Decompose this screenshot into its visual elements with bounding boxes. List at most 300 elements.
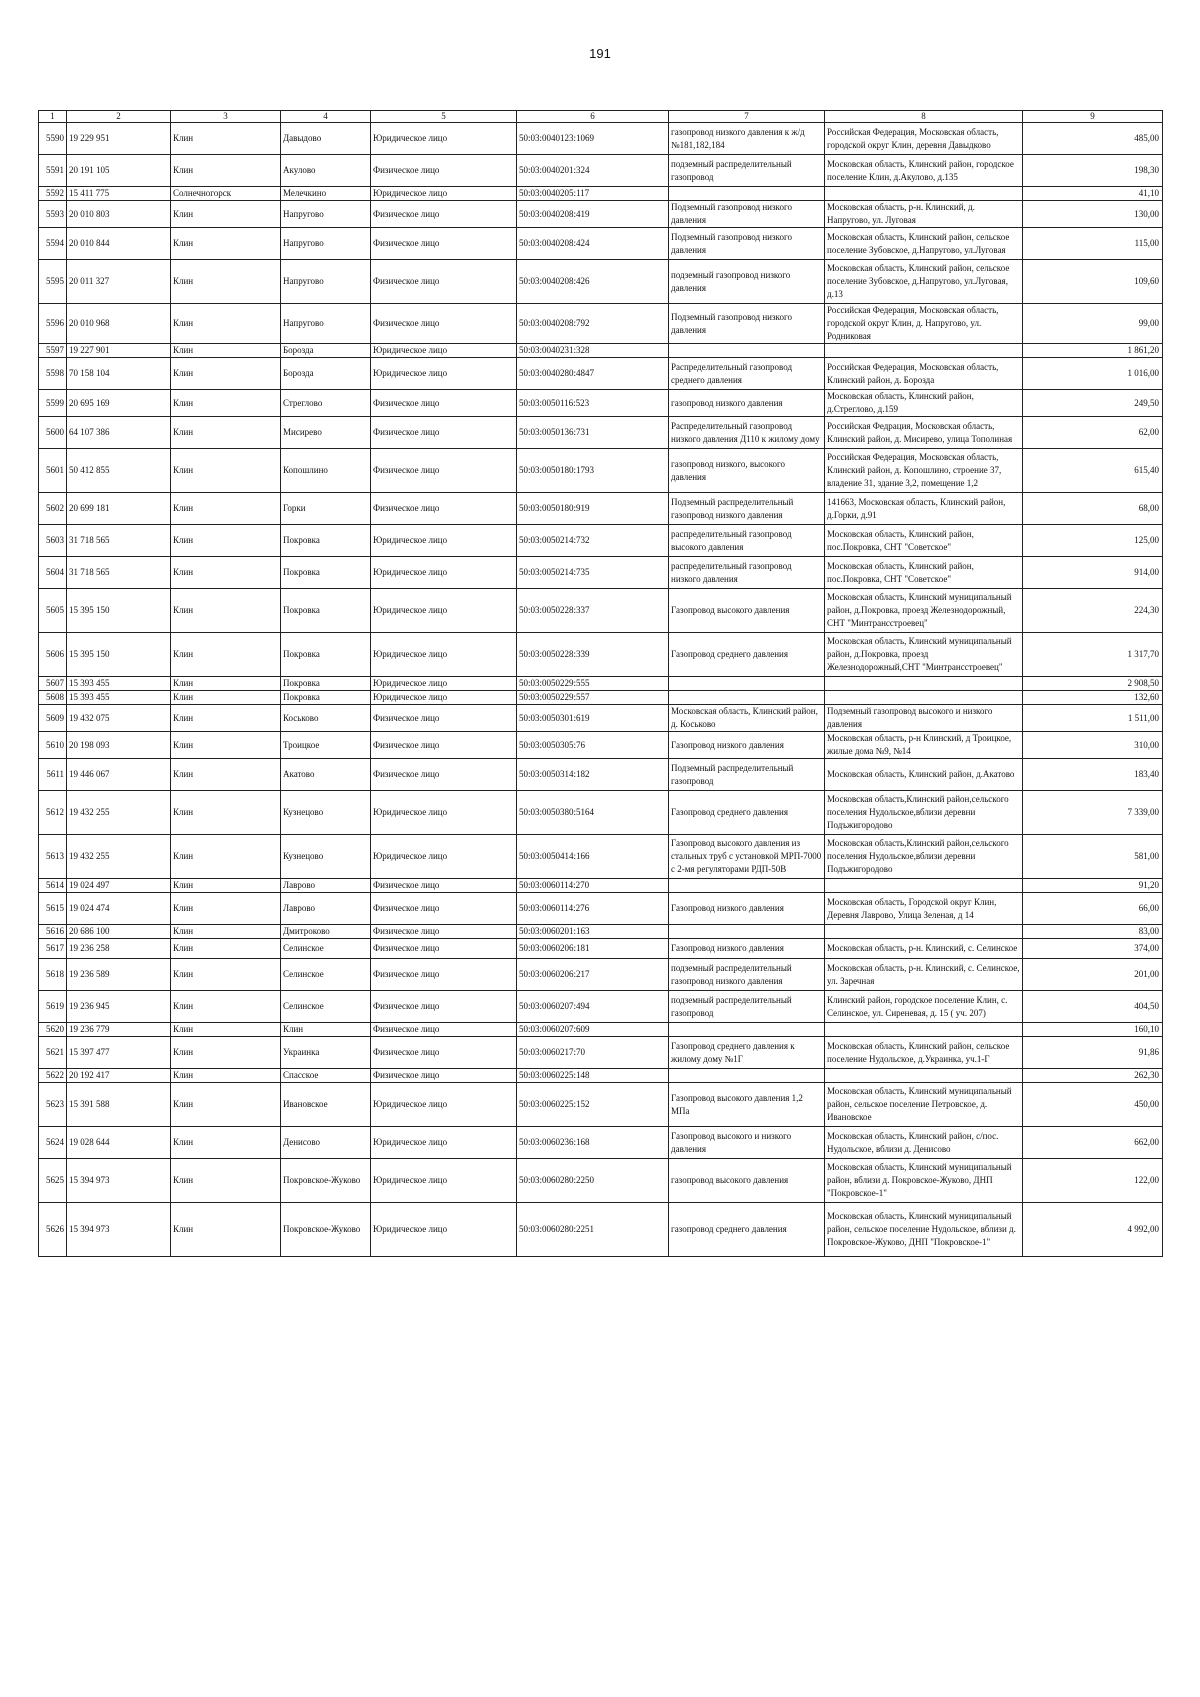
address-cell: Московская область, Клинский муниципальный район, д.Покровка, проезд Железнодорожный,СНТ "Минтрансстроевец": [825, 633, 1023, 677]
district-cell: Клин: [171, 991, 281, 1023]
row-number-cell: 5613: [39, 835, 67, 879]
address-cell: Московская область, Клинский муниципальный район, сельское поселение Петровское, д. Ивановское: [825, 1083, 1023, 1127]
owner-type-cell: Физическое лицо: [371, 390, 517, 417]
cadastral-number-cell: 50:03:0050180:919: [517, 493, 669, 525]
district-cell: Клин: [171, 633, 281, 677]
code-cell: 15 393 455: [67, 691, 171, 705]
value-cell: 91,20: [1023, 879, 1163, 893]
locality-cell: Ивановское: [281, 1083, 371, 1127]
owner-type-cell: Физическое лицо: [371, 991, 517, 1023]
table-row: [39, 991, 1163, 1023]
object-name-cell: газопровод низкого давления: [669, 390, 825, 417]
object-name-cell: распределительный газопровод высокого давления: [669, 525, 825, 557]
locality-cell: Лаврово: [281, 879, 371, 893]
value-cell: 914,00: [1023, 557, 1163, 589]
value-cell: 450,00: [1023, 1083, 1163, 1127]
district-cell: Клин: [171, 893, 281, 925]
table-row: [39, 260, 1163, 304]
code-cell: 19 432 255: [67, 835, 171, 879]
district-cell: Клин: [171, 155, 281, 187]
address-cell: Московская область, Клинский район, сельское поселение Зубовское, д.Напругово, ул.Луговая: [825, 228, 1023, 260]
object-name-cell: Газопровод низкого давления: [669, 893, 825, 925]
object-name-cell: Распределительный газопровод среднего давления: [669, 358, 825, 390]
address-cell: Московская область, Клинский район, пос.Покровка, СНТ "Советское": [825, 525, 1023, 557]
value-cell: 66,00: [1023, 893, 1163, 925]
cadastral-number-cell: 50:03:0040208:426: [517, 260, 669, 304]
value-cell: 130,00: [1023, 201, 1163, 228]
row-number-cell: 5616: [39, 925, 67, 939]
code-cell: 15 394 973: [67, 1159, 171, 1203]
owner-type-cell: Юридическое лицо: [371, 1203, 517, 1257]
row-number-cell: 5604: [39, 557, 67, 589]
address-cell: Московская область, р-н. Клинский, с. Селинское, ул. Заречная: [825, 959, 1023, 991]
address-cell: [825, 1069, 1023, 1083]
value-cell: 1 511,00: [1023, 705, 1163, 732]
table-row: [39, 344, 1163, 358]
value-cell: 581,00: [1023, 835, 1163, 879]
row-number-cell: 5605: [39, 589, 67, 633]
registry-table: [38, 110, 1163, 1257]
locality-cell: Покровка: [281, 633, 371, 677]
district-cell: Клин: [171, 759, 281, 791]
value-cell: 83,00: [1023, 925, 1163, 939]
owner-type-cell: Физическое лицо: [371, 1037, 517, 1069]
address-cell: [825, 925, 1023, 939]
district-cell: Клин: [171, 557, 281, 589]
object-name-cell: газопровод низкого, высокого давления: [669, 449, 825, 493]
district-cell: Клин: [171, 1037, 281, 1069]
header-row: [39, 111, 1163, 123]
district-cell: Клин: [171, 417, 281, 449]
code-cell: 19 024 474: [67, 893, 171, 925]
owner-type-cell: Юридическое лицо: [371, 358, 517, 390]
table-row: [39, 201, 1163, 228]
district-cell: Клин: [171, 201, 281, 228]
address-cell: Российская Федерация, Московская область, городской округ Клин, деревня Давыдково: [825, 123, 1023, 155]
value-cell: 201,00: [1023, 959, 1163, 991]
district-cell: Солнечногорск: [171, 187, 281, 201]
cadastral-number-cell: 50:03:0050214:732: [517, 525, 669, 557]
column-header: 7: [669, 111, 825, 123]
address-cell: Московская область, Клинский муниципальный район, сельское поселение Нудольское, вблизи д. Покровское-Жуково, ДНП "Покровское-1": [825, 1203, 1023, 1257]
locality-cell: Напругово: [281, 260, 371, 304]
district-cell: Клин: [171, 677, 281, 691]
table-row: [39, 1083, 1163, 1127]
locality-cell: Клин: [281, 1023, 371, 1037]
code-cell: 15 391 588: [67, 1083, 171, 1127]
owner-type-cell: Физическое лицо: [371, 493, 517, 525]
locality-cell: Борозда: [281, 358, 371, 390]
cadastral-number-cell: 50:03:0060114:270: [517, 879, 669, 893]
object-name-cell: Подземный газопровод низкого давления: [669, 228, 825, 260]
district-cell: Клин: [171, 304, 281, 344]
owner-type-cell: Юридическое лицо: [371, 633, 517, 677]
value-cell: 91,86: [1023, 1037, 1163, 1069]
value-cell: 224,30: [1023, 589, 1163, 633]
address-cell: [825, 691, 1023, 705]
owner-type-cell: Юридическое лицо: [371, 557, 517, 589]
cadastral-number-cell: 50:03:0050229:555: [517, 677, 669, 691]
object-name-cell: подземный распределительный газопровод: [669, 155, 825, 187]
code-cell: 20 010 968: [67, 304, 171, 344]
locality-cell: Селинское: [281, 991, 371, 1023]
code-cell: 15 395 150: [67, 589, 171, 633]
address-cell: Московская область, р-н Клинский, д Троицкое, жилые дома №9, №14: [825, 732, 1023, 759]
object-name-cell: [669, 925, 825, 939]
table-row: [39, 939, 1163, 959]
district-cell: Клин: [171, 939, 281, 959]
table-row: [39, 759, 1163, 791]
row-number-cell: 5610: [39, 732, 67, 759]
code-cell: 19 432 075: [67, 705, 171, 732]
code-cell: 31 718 565: [67, 557, 171, 589]
table-row: [39, 449, 1163, 493]
value-cell: 485,00: [1023, 123, 1163, 155]
code-cell: 15 411 775: [67, 187, 171, 201]
table-row: [39, 705, 1163, 732]
row-number-cell: 5601: [39, 449, 67, 493]
row-number-cell: 5599: [39, 390, 67, 417]
locality-cell: Спасское: [281, 1069, 371, 1083]
locality-cell: Покровское-Жуково: [281, 1203, 371, 1257]
address-cell: Московская область, Клинский район, сельское поселение Зубовское, д.Напругово, ул.Луговая, д.13: [825, 260, 1023, 304]
object-name-cell: [669, 1069, 825, 1083]
row-number-cell: 5614: [39, 879, 67, 893]
object-name-cell: Газопровод низкого давления: [669, 732, 825, 759]
district-cell: Клин: [171, 390, 281, 417]
locality-cell: Денисово: [281, 1127, 371, 1159]
locality-cell: Покровка: [281, 589, 371, 633]
locality-cell: Стреглово: [281, 390, 371, 417]
object-name-cell: Газопровод высокого давления: [669, 589, 825, 633]
table-row: [39, 304, 1163, 344]
owner-type-cell: Физическое лицо: [371, 732, 517, 759]
cadastral-number-cell: 50:03:0040201:324: [517, 155, 669, 187]
row-number-cell: 5618: [39, 959, 67, 991]
row-number-cell: 5626: [39, 1203, 67, 1257]
locality-cell: Акулово: [281, 155, 371, 187]
cadastral-number-cell: 50:03:0060280:2250: [517, 1159, 669, 1203]
locality-cell: Мелечкино: [281, 187, 371, 201]
value-cell: 132,60: [1023, 691, 1163, 705]
owner-type-cell: Физическое лицо: [371, 893, 517, 925]
owner-type-cell: Юридическое лицо: [371, 187, 517, 201]
owner-type-cell: Физическое лицо: [371, 155, 517, 187]
row-number-cell: 5619: [39, 991, 67, 1023]
code-cell: 20 695 169: [67, 390, 171, 417]
value-cell: 183,40: [1023, 759, 1163, 791]
cadastral-number-cell: 50:03:0060225:152: [517, 1083, 669, 1127]
district-cell: Клин: [171, 1083, 281, 1127]
row-number-cell: 5623: [39, 1083, 67, 1127]
locality-cell: Напругово: [281, 304, 371, 344]
object-name-cell: Газопровод высокого давления 1,2 МПа: [669, 1083, 825, 1127]
owner-type-cell: Физическое лицо: [371, 201, 517, 228]
address-cell: Московская область,Клинский район,сельского поселения Нудольское,вблизи деревни Подъжигородово: [825, 791, 1023, 835]
cadastral-number-cell: 50:03:0040123:1069: [517, 123, 669, 155]
owner-type-cell: Физическое лицо: [371, 417, 517, 449]
value-cell: 262,30: [1023, 1069, 1163, 1083]
locality-cell: Давыдово: [281, 123, 371, 155]
code-cell: 20 699 181: [67, 493, 171, 525]
object-name-cell: подземный газопровод низкого давления: [669, 260, 825, 304]
table-row: [39, 123, 1163, 155]
value-cell: 109,60: [1023, 260, 1163, 304]
locality-cell: Покровка: [281, 557, 371, 589]
code-cell: 19 227 901: [67, 344, 171, 358]
district-cell: Клин: [171, 525, 281, 557]
address-cell: Московская область, Клинский район, пос.Покровка, СНТ "Советское": [825, 557, 1023, 589]
address-cell: [825, 677, 1023, 691]
owner-type-cell: Юридическое лицо: [371, 835, 517, 879]
locality-cell: Покровка: [281, 691, 371, 705]
row-number-cell: 5593: [39, 201, 67, 228]
object-name-cell: Газопровод среднего давления: [669, 633, 825, 677]
column-header: 8: [825, 111, 1023, 123]
district-cell: Клин: [171, 1127, 281, 1159]
address-cell: Московская область, р-н. Клинский, с. Селинское: [825, 939, 1023, 959]
cadastral-number-cell: 50:03:0060114:276: [517, 893, 669, 925]
owner-type-cell: Юридическое лицо: [371, 1127, 517, 1159]
locality-cell: Кузнецово: [281, 791, 371, 835]
code-cell: 19 446 067: [67, 759, 171, 791]
owner-type-cell: Юридическое лицо: [371, 791, 517, 835]
address-cell: Московская область, Клинский район, городское поселение Клин, д.Акулово, д.135: [825, 155, 1023, 187]
object-name-cell: [669, 879, 825, 893]
locality-cell: Украинка: [281, 1037, 371, 1069]
cadastral-number-cell: 50:03:0050301:619: [517, 705, 669, 732]
district-cell: Клин: [171, 358, 281, 390]
address-cell: Российская Федерация, Московская область, Клинский район, д. Копошлино, строение 37, владение 31, здание 3,2, помещение 1,2: [825, 449, 1023, 493]
column-header: 5: [371, 111, 517, 123]
district-cell: Клин: [171, 835, 281, 879]
table-row: [39, 959, 1163, 991]
owner-type-cell: Физическое лицо: [371, 1069, 517, 1083]
column-header: 6: [517, 111, 669, 123]
object-name-cell: Подземный газопровод низкого давления: [669, 201, 825, 228]
address-cell: Московская область, Клинский район, с/пос. Нудольское, вблизи д. Денисово: [825, 1127, 1023, 1159]
district-cell: Клин: [171, 228, 281, 260]
code-cell: 19 236 589: [67, 959, 171, 991]
value-cell: 1 016,00: [1023, 358, 1163, 390]
owner-type-cell: Физическое лицо: [371, 304, 517, 344]
district-cell: Клин: [171, 1203, 281, 1257]
address-cell: [825, 344, 1023, 358]
locality-cell: Троицкое: [281, 732, 371, 759]
code-cell: 70 158 104: [67, 358, 171, 390]
cadastral-number-cell: 50:03:0050314:182: [517, 759, 669, 791]
object-name-cell: распределительный газопровод низкого давления: [669, 557, 825, 589]
address-cell: [825, 187, 1023, 201]
code-cell: 20 192 417: [67, 1069, 171, 1083]
row-number-cell: 5617: [39, 939, 67, 959]
owner-type-cell: Физическое лицо: [371, 228, 517, 260]
owner-type-cell: Физическое лицо: [371, 759, 517, 791]
owner-type-cell: Юридическое лицо: [371, 589, 517, 633]
district-cell: Клин: [171, 691, 281, 705]
row-number-cell: 5596: [39, 304, 67, 344]
code-cell: 20 011 327: [67, 260, 171, 304]
district-cell: Клин: [171, 260, 281, 304]
value-cell: 122,00: [1023, 1159, 1163, 1203]
code-cell: 20 686 100: [67, 925, 171, 939]
value-cell: 115,00: [1023, 228, 1163, 260]
table-row: [39, 417, 1163, 449]
row-number-cell: 5606: [39, 633, 67, 677]
address-cell: Российская Федерация, Московская область, городской округ Клин, д. Напругово, ул. Родниковая: [825, 304, 1023, 344]
locality-cell: Кузнецово: [281, 835, 371, 879]
owner-type-cell: Юридическое лицо: [371, 525, 517, 557]
object-name-cell: Подземный газопровод низкого давления: [669, 304, 825, 344]
row-number-cell: 5594: [39, 228, 67, 260]
table-row: [39, 1037, 1163, 1069]
cadastral-number-cell: 50:03:0050229:557: [517, 691, 669, 705]
district-cell: Клин: [171, 1069, 281, 1083]
value-cell: 160,10: [1023, 1023, 1163, 1037]
table-body: [39, 123, 1163, 1257]
locality-cell: Борозда: [281, 344, 371, 358]
cadastral-number-cell: 50:03:0050214:735: [517, 557, 669, 589]
value-cell: 99,00: [1023, 304, 1163, 344]
cadastral-number-cell: 50:03:0040205:117: [517, 187, 669, 201]
value-cell: 41,10: [1023, 187, 1163, 201]
row-number-cell: 5598: [39, 358, 67, 390]
object-name-cell: Московская область, Клинский район, д. Коськово: [669, 705, 825, 732]
code-cell: 19 236 945: [67, 991, 171, 1023]
district-cell: Клин: [171, 732, 281, 759]
table-row: [39, 1127, 1163, 1159]
object-name-cell: газопровод низкого давления к ж/д №181,182,184: [669, 123, 825, 155]
value-cell: 125,00: [1023, 525, 1163, 557]
district-cell: Клин: [171, 1159, 281, 1203]
district-cell: Клин: [171, 879, 281, 893]
row-number-cell: 5602: [39, 493, 67, 525]
owner-type-cell: Юридическое лицо: [371, 691, 517, 705]
row-number-cell: 5609: [39, 705, 67, 732]
table-row: [39, 925, 1163, 939]
code-cell: 64 107 386: [67, 417, 171, 449]
table-row: [39, 557, 1163, 589]
column-header: 2: [67, 111, 171, 123]
object-name-cell: подземный распределительный газопровод низкого давления: [669, 959, 825, 991]
owner-type-cell: Юридическое лицо: [371, 1159, 517, 1203]
table-row: [39, 893, 1163, 925]
code-cell: 31 718 565: [67, 525, 171, 557]
locality-cell: Коськово: [281, 705, 371, 732]
row-number-cell: 5590: [39, 123, 67, 155]
cadastral-number-cell: 50:03:0060207:609: [517, 1023, 669, 1037]
district-cell: Клин: [171, 1023, 281, 1037]
cadastral-number-cell: 50:03:0040280:4847: [517, 358, 669, 390]
owner-type-cell: Юридическое лицо: [371, 1083, 517, 1127]
cadastral-number-cell: 50:03:0050305:76: [517, 732, 669, 759]
row-number-cell: 5612: [39, 791, 67, 835]
district-cell: Клин: [171, 344, 281, 358]
code-cell: 20 198 093: [67, 732, 171, 759]
table-row: [39, 358, 1163, 390]
cadastral-number-cell: 50:03:0040208:792: [517, 304, 669, 344]
table-row: [39, 633, 1163, 677]
cadastral-number-cell: 50:03:0040231:328: [517, 344, 669, 358]
value-cell: 374,00: [1023, 939, 1163, 959]
address-cell: [825, 879, 1023, 893]
address-cell: Московская область, Клинский район, сельское поселение Нудольское, д.Украинка, уч.1-Г: [825, 1037, 1023, 1069]
row-number-cell: 5620: [39, 1023, 67, 1037]
value-cell: 68,00: [1023, 493, 1163, 525]
cadastral-number-cell: 50:03:0060201:163: [517, 925, 669, 939]
code-cell: 19 028 644: [67, 1127, 171, 1159]
object-name-cell: [669, 187, 825, 201]
table-row: [39, 1203, 1163, 1257]
locality-cell: Горки: [281, 493, 371, 525]
address-cell: [825, 1023, 1023, 1037]
row-number-cell: 5624: [39, 1127, 67, 1159]
table-row: [39, 1159, 1163, 1203]
district-cell: Клин: [171, 123, 281, 155]
object-name-cell: подземный распределительный газопровод: [669, 991, 825, 1023]
district-cell: Клин: [171, 791, 281, 835]
owner-type-cell: Юридическое лицо: [371, 123, 517, 155]
object-name-cell: Газопровод среднего давления: [669, 791, 825, 835]
locality-cell: Покровское-Жуково: [281, 1159, 371, 1203]
district-cell: Клин: [171, 705, 281, 732]
owner-type-cell: Физическое лицо: [371, 879, 517, 893]
code-cell: 15 395 150: [67, 633, 171, 677]
row-number-cell: 5625: [39, 1159, 67, 1203]
value-cell: 198,30: [1023, 155, 1163, 187]
cadastral-number-cell: 50:03:0060236:168: [517, 1127, 669, 1159]
cadastral-number-cell: 50:03:0060207:494: [517, 991, 669, 1023]
column-header: 1: [39, 111, 67, 123]
address-cell: Подземный газопровод высокого и низкого давления: [825, 705, 1023, 732]
column-header: 9: [1023, 111, 1163, 123]
table-row: [39, 879, 1163, 893]
object-name-cell: [669, 344, 825, 358]
locality-cell: Копошлино: [281, 449, 371, 493]
code-cell: 20 010 803: [67, 201, 171, 228]
locality-cell: Покровка: [281, 525, 371, 557]
district-cell: Клин: [171, 925, 281, 939]
code-cell: 19 236 258: [67, 939, 171, 959]
cadastral-number-cell: 50:03:0050380:5164: [517, 791, 669, 835]
value-cell: 249,50: [1023, 390, 1163, 417]
code-cell: 19 024 497: [67, 879, 171, 893]
table-row: [39, 525, 1163, 557]
address-cell: Московская область, р-н. Клинский, д. Напругово, ул. Луговая: [825, 201, 1023, 228]
table-row: [39, 390, 1163, 417]
owner-type-cell: Физическое лицо: [371, 959, 517, 991]
address-cell: 141663, Московская область, Клинский район, д.Горки, д.91: [825, 493, 1023, 525]
cadastral-number-cell: 50:03:0060280:2251: [517, 1203, 669, 1257]
row-number-cell: 5615: [39, 893, 67, 925]
value-cell: 1 861,20: [1023, 344, 1163, 358]
owner-type-cell: Физическое лицо: [371, 449, 517, 493]
object-name-cell: Газопровод высокого и низкого давления: [669, 1127, 825, 1159]
cadastral-number-cell: 50:03:0050228:339: [517, 633, 669, 677]
value-cell: 1 317,70: [1023, 633, 1163, 677]
value-cell: 404,50: [1023, 991, 1163, 1023]
owner-type-cell: Физическое лицо: [371, 925, 517, 939]
row-number-cell: 5595: [39, 260, 67, 304]
address-cell: Московская область,Клинский район,сельского поселения Нудольское,вблизи деревни Подъжигородово: [825, 835, 1023, 879]
code-cell: 20 191 105: [67, 155, 171, 187]
cadastral-number-cell: 50:03:0060206:181: [517, 939, 669, 959]
table-row: [39, 732, 1163, 759]
object-name-cell: Газопровод низкого давления: [669, 939, 825, 959]
owner-type-cell: Физическое лицо: [371, 939, 517, 959]
district-cell: Клин: [171, 959, 281, 991]
value-cell: 62,00: [1023, 417, 1163, 449]
